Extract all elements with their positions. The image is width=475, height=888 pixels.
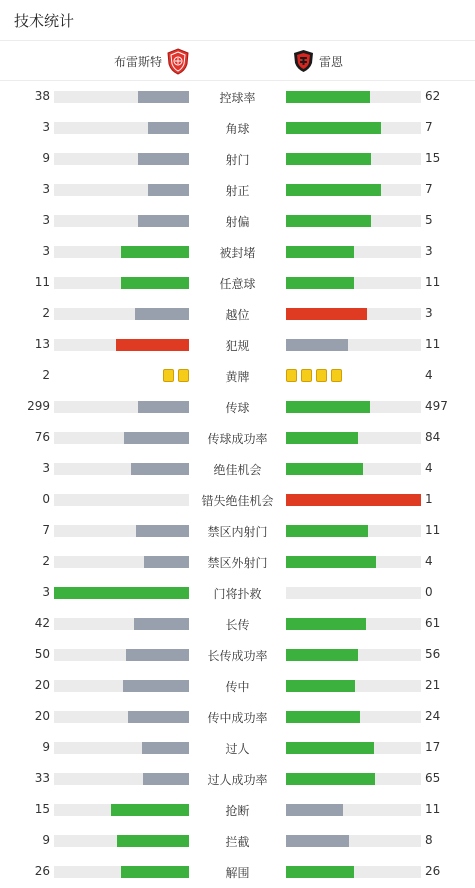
teams-header bbox=[0, 41, 475, 81]
home-stat-bar-fill bbox=[138, 153, 189, 165]
home-stat-value: 0 bbox=[42, 492, 50, 506]
yellow-card-icon bbox=[301, 369, 312, 382]
away-stat-bar-track bbox=[286, 463, 421, 475]
home-stat-bar-fill bbox=[148, 122, 189, 134]
away-stat-bar-track bbox=[286, 277, 421, 289]
away-stat-value: 3 bbox=[425, 244, 433, 258]
away-stat-bar-track bbox=[286, 835, 421, 847]
stat-row bbox=[0, 453, 475, 484]
away-stat-bar-fill bbox=[286, 742, 374, 754]
away-stat-value: 11 bbox=[425, 275, 441, 289]
home-yellow-cards bbox=[163, 369, 189, 382]
home-stat-value: 9 bbox=[42, 740, 50, 754]
stat-row bbox=[0, 422, 475, 453]
away-yellow-cards bbox=[286, 369, 342, 382]
stat-row bbox=[0, 81, 475, 112]
home-stat-value: 9 bbox=[42, 833, 50, 847]
away-stat-bar-track bbox=[286, 742, 421, 754]
home-stat-value: 3 bbox=[42, 182, 50, 196]
home-stat-bar-track bbox=[54, 215, 189, 227]
home-stat-value: 3 bbox=[42, 120, 50, 134]
home-stat-value: 3 bbox=[42, 213, 50, 227]
home-stat-bar-track bbox=[54, 525, 189, 537]
away-stat-bar-track bbox=[286, 804, 421, 816]
away-stat-bar-track bbox=[286, 184, 421, 196]
home-stat-bar-track bbox=[54, 711, 189, 723]
stat-row bbox=[0, 174, 475, 205]
away-stat-bar-track bbox=[286, 587, 421, 599]
away-stat-bar-fill bbox=[286, 339, 348, 351]
stat-label: 传中 bbox=[225, 680, 250, 694]
away-stat-bar-fill bbox=[286, 711, 360, 723]
home-stat-bar-track bbox=[54, 308, 189, 320]
stat-label: 抢断 bbox=[225, 804, 250, 818]
away-stat-bar-fill bbox=[286, 401, 370, 413]
home-stat-bar-track bbox=[54, 184, 189, 196]
home-stat-bar-track bbox=[54, 432, 189, 444]
home-stat-bar-fill bbox=[123, 680, 189, 692]
stat-label: 过人成功率 bbox=[207, 773, 268, 787]
away-stat-bar-track bbox=[286, 866, 421, 878]
home-stat-value: 20 bbox=[34, 709, 50, 723]
home-stat-value: 7 bbox=[42, 523, 50, 537]
stat-label: 黄牌 bbox=[225, 370, 250, 384]
home-stat-bar-fill bbox=[138, 215, 189, 227]
home-stat-value: 2 bbox=[42, 306, 50, 320]
home-stat-bar-track bbox=[54, 246, 189, 258]
home-stat-value: 3 bbox=[42, 244, 50, 258]
home-stat-bar-track bbox=[54, 153, 189, 165]
home-stat-bar-track bbox=[54, 649, 189, 661]
home-stat-bar-fill bbox=[121, 277, 189, 289]
home-stat-value: 9 bbox=[42, 151, 50, 165]
stat-label: 犯规 bbox=[225, 339, 250, 353]
home-team-name[interactable]: 布雷斯特 bbox=[113, 55, 162, 69]
stat-row bbox=[0, 794, 475, 825]
away-stat-bar-fill bbox=[286, 556, 376, 568]
away-stat-bar-track bbox=[286, 773, 421, 785]
home-stat-bar-track bbox=[54, 835, 189, 847]
home-stat-bar-track bbox=[54, 742, 189, 754]
away-stat-bar-fill bbox=[286, 215, 371, 227]
stat-row bbox=[0, 112, 475, 143]
stat-row bbox=[0, 360, 475, 391]
home-stat-bar-fill bbox=[131, 463, 189, 475]
stat-row bbox=[0, 329, 475, 360]
away-stat-bar-fill bbox=[286, 649, 358, 661]
stade-rennais-crest-icon[interactable] bbox=[293, 49, 314, 73]
stat-label: 长传 bbox=[225, 618, 250, 632]
stat-row bbox=[0, 639, 475, 670]
away-stat-bar-fill bbox=[286, 308, 367, 320]
home-stat-value: 2 bbox=[42, 554, 50, 568]
away-stat-bar-track bbox=[286, 308, 421, 320]
home-stat-value: 50 bbox=[34, 647, 50, 661]
away-stat-value: 8 bbox=[425, 833, 433, 847]
away-stat-bar-track bbox=[286, 556, 421, 568]
away-stat-bar-track bbox=[286, 711, 421, 723]
home-stat-bar-fill bbox=[143, 773, 189, 785]
away-stat-value: 84 bbox=[425, 430, 441, 444]
home-stat-bar-fill bbox=[134, 618, 189, 630]
stat-label: 越位 bbox=[225, 308, 250, 322]
away-team-name[interactable]: 雷恩 bbox=[319, 55, 344, 69]
home-stat-bar-fill bbox=[144, 556, 189, 568]
away-stat-value: 4 bbox=[425, 461, 433, 475]
stat-row bbox=[0, 298, 475, 329]
home-stat-bar-track bbox=[54, 804, 189, 816]
home-stat-bar-fill bbox=[116, 339, 189, 351]
away-stat-bar-fill bbox=[286, 246, 354, 258]
home-stat-bar-fill bbox=[136, 525, 189, 537]
away-stat-value: 65 bbox=[425, 771, 441, 785]
home-stat-value: 38 bbox=[34, 89, 50, 103]
home-stat-bar-track bbox=[54, 587, 189, 599]
home-stat-value: 33 bbox=[34, 771, 50, 785]
home-stat-bar-fill bbox=[142, 742, 189, 754]
away-stat-bar-fill bbox=[286, 680, 355, 692]
away-stat-value: 61 bbox=[425, 616, 441, 630]
stat-label: 禁区外射门 bbox=[207, 556, 268, 570]
away-stat-bar-track bbox=[286, 339, 421, 351]
stat-label: 绝佳机会 bbox=[213, 463, 262, 477]
home-stat-bar-fill bbox=[117, 835, 189, 847]
away-stat-bar-track bbox=[286, 432, 421, 444]
home-stat-value: 3 bbox=[42, 585, 50, 599]
home-stat-value: 20 bbox=[34, 678, 50, 692]
away-stat-value: 21 bbox=[425, 678, 441, 692]
away-stat-bar-fill bbox=[286, 804, 343, 816]
stat-row bbox=[0, 484, 475, 515]
home-stat-bar-fill bbox=[148, 184, 189, 196]
home-stat-value: 2 bbox=[42, 368, 50, 382]
away-stat-value: 11 bbox=[425, 523, 441, 537]
home-stat-value: 42 bbox=[34, 616, 50, 630]
away-stat-value: 3 bbox=[425, 306, 433, 320]
home-stat-bar-fill bbox=[121, 866, 189, 878]
stats-header bbox=[0, 0, 475, 41]
away-stat-bar-fill bbox=[286, 463, 363, 475]
away-stat-value: 56 bbox=[425, 647, 441, 661]
stat-label: 角球 bbox=[225, 122, 250, 136]
home-stat-bar-fill bbox=[138, 401, 189, 413]
home-stat-value: 13 bbox=[34, 337, 50, 351]
home-stat-bar-fill bbox=[121, 246, 189, 258]
home-stat-bar-track bbox=[54, 122, 189, 134]
away-stat-bar-track bbox=[286, 215, 421, 227]
away-stat-value: 7 bbox=[425, 182, 433, 196]
stat-label: 射偏 bbox=[225, 215, 250, 229]
away-stat-value: 26 bbox=[425, 864, 441, 878]
stat-row bbox=[0, 856, 475, 887]
away-stat-bar-fill bbox=[286, 618, 366, 630]
home-stat-bar-track bbox=[54, 618, 189, 630]
home-stat-bar-track bbox=[54, 494, 189, 506]
away-stat-bar-fill bbox=[286, 91, 370, 103]
stat-label: 解围 bbox=[225, 866, 250, 880]
yellow-card-icon bbox=[163, 369, 174, 382]
home-stat-bar-fill bbox=[54, 587, 189, 599]
away-stat-bar-track bbox=[286, 680, 421, 692]
stade-brestois-crest-icon[interactable] bbox=[166, 48, 190, 75]
away-stat-value: 11 bbox=[425, 337, 441, 351]
yellow-card-icon bbox=[331, 369, 342, 382]
stat-label: 拦截 bbox=[225, 835, 250, 849]
away-stat-bar-track bbox=[286, 649, 421, 661]
away-stat-bar-fill bbox=[286, 184, 381, 196]
stat-label: 门将扑救 bbox=[213, 587, 262, 601]
home-stat-value: 26 bbox=[34, 864, 50, 878]
home-stat-bar-track bbox=[54, 91, 189, 103]
stat-row bbox=[0, 732, 475, 763]
stat-row bbox=[0, 577, 475, 608]
page-title: 技术统计 bbox=[14, 12, 75, 30]
home-stat-bar-fill bbox=[111, 804, 189, 816]
home-stat-bar-track bbox=[54, 773, 189, 785]
stat-label: 过人 bbox=[225, 742, 250, 756]
stat-label: 长传成功率 bbox=[207, 649, 268, 663]
away-stat-bar-fill bbox=[286, 432, 358, 444]
home-stat-bar-track bbox=[54, 866, 189, 878]
away-stat-value: 11 bbox=[425, 802, 441, 816]
stat-label: 传中成功率 bbox=[207, 711, 268, 725]
away-stat-value: 5 bbox=[425, 213, 433, 227]
away-stat-value: 15 bbox=[425, 151, 441, 165]
yellow-card-icon bbox=[316, 369, 327, 382]
away-stat-bar-track bbox=[286, 122, 421, 134]
home-stat-bar-track bbox=[54, 401, 189, 413]
stat-label: 控球率 bbox=[219, 91, 256, 105]
home-stat-bar-track bbox=[54, 277, 189, 289]
stat-row bbox=[0, 825, 475, 856]
away-stat-value: 1 bbox=[425, 492, 433, 506]
stat-label: 错失绝佳机会 bbox=[201, 494, 274, 508]
stat-label: 任意球 bbox=[219, 277, 256, 291]
away-stat-bar-fill bbox=[286, 525, 368, 537]
away-stat-bar-track bbox=[286, 91, 421, 103]
home-stat-bar-fill bbox=[135, 308, 189, 320]
home-stat-bar-fill bbox=[126, 649, 189, 661]
stat-label: 传球 bbox=[225, 401, 250, 415]
stat-row bbox=[0, 515, 475, 546]
home-stat-bar-track bbox=[54, 339, 189, 351]
home-stat-value: 15 bbox=[34, 802, 50, 816]
home-stat-value: 3 bbox=[42, 461, 50, 475]
stat-row bbox=[0, 763, 475, 794]
away-stat-value: 0 bbox=[425, 585, 433, 599]
away-stat-value: 497 bbox=[425, 399, 448, 413]
stat-label: 禁区内射门 bbox=[207, 525, 268, 539]
away-stat-bar-track bbox=[286, 618, 421, 630]
away-stat-bar-track bbox=[286, 525, 421, 537]
away-stat-value: 7 bbox=[425, 120, 433, 134]
away-stat-bar-fill bbox=[286, 277, 354, 289]
away-stat-bar-track bbox=[286, 153, 421, 165]
away-stat-bar-fill bbox=[286, 835, 349, 847]
stat-row bbox=[0, 391, 475, 422]
away-stat-value: 62 bbox=[425, 89, 441, 103]
stat-row bbox=[0, 267, 475, 298]
away-stat-bar-track bbox=[286, 246, 421, 258]
away-stat-bar-track bbox=[286, 494, 421, 506]
stat-row bbox=[0, 670, 475, 701]
home-stat-bar-fill bbox=[138, 91, 189, 103]
away-stat-value: 17 bbox=[425, 740, 441, 754]
home-stat-value: 76 bbox=[34, 430, 50, 444]
stat-row bbox=[0, 546, 475, 577]
home-stat-value: 299 bbox=[27, 399, 50, 413]
stat-row bbox=[0, 143, 475, 174]
stat-row bbox=[0, 701, 475, 732]
away-stat-bar-fill bbox=[286, 122, 381, 134]
stat-row bbox=[0, 205, 475, 236]
away-stat-bar-fill bbox=[286, 494, 421, 506]
away-stat-bar-fill bbox=[286, 773, 375, 785]
stat-row bbox=[0, 236, 475, 267]
home-stat-bar-fill bbox=[124, 432, 189, 444]
stat-row bbox=[0, 608, 475, 639]
away-stat-bar-track bbox=[286, 401, 421, 413]
stat-label: 射门 bbox=[225, 153, 250, 167]
away-stat-bar-fill bbox=[286, 866, 354, 878]
home-stat-bar-track bbox=[54, 556, 189, 568]
away-stat-value: 4 bbox=[425, 554, 433, 568]
stat-label: 被封堵 bbox=[219, 246, 256, 260]
home-stat-value: 11 bbox=[34, 275, 50, 289]
yellow-card-icon bbox=[178, 369, 189, 382]
stat-label: 射正 bbox=[225, 184, 250, 198]
away-stat-bar-fill bbox=[286, 153, 371, 165]
away-stat-value: 24 bbox=[425, 709, 441, 723]
yellow-card-icon bbox=[286, 369, 297, 382]
home-stat-bar-track bbox=[54, 680, 189, 692]
home-stat-bar-track bbox=[54, 463, 189, 475]
away-stat-value: 4 bbox=[425, 368, 433, 382]
stat-label: 传球成功率 bbox=[207, 432, 268, 446]
home-stat-bar-fill bbox=[128, 711, 189, 723]
